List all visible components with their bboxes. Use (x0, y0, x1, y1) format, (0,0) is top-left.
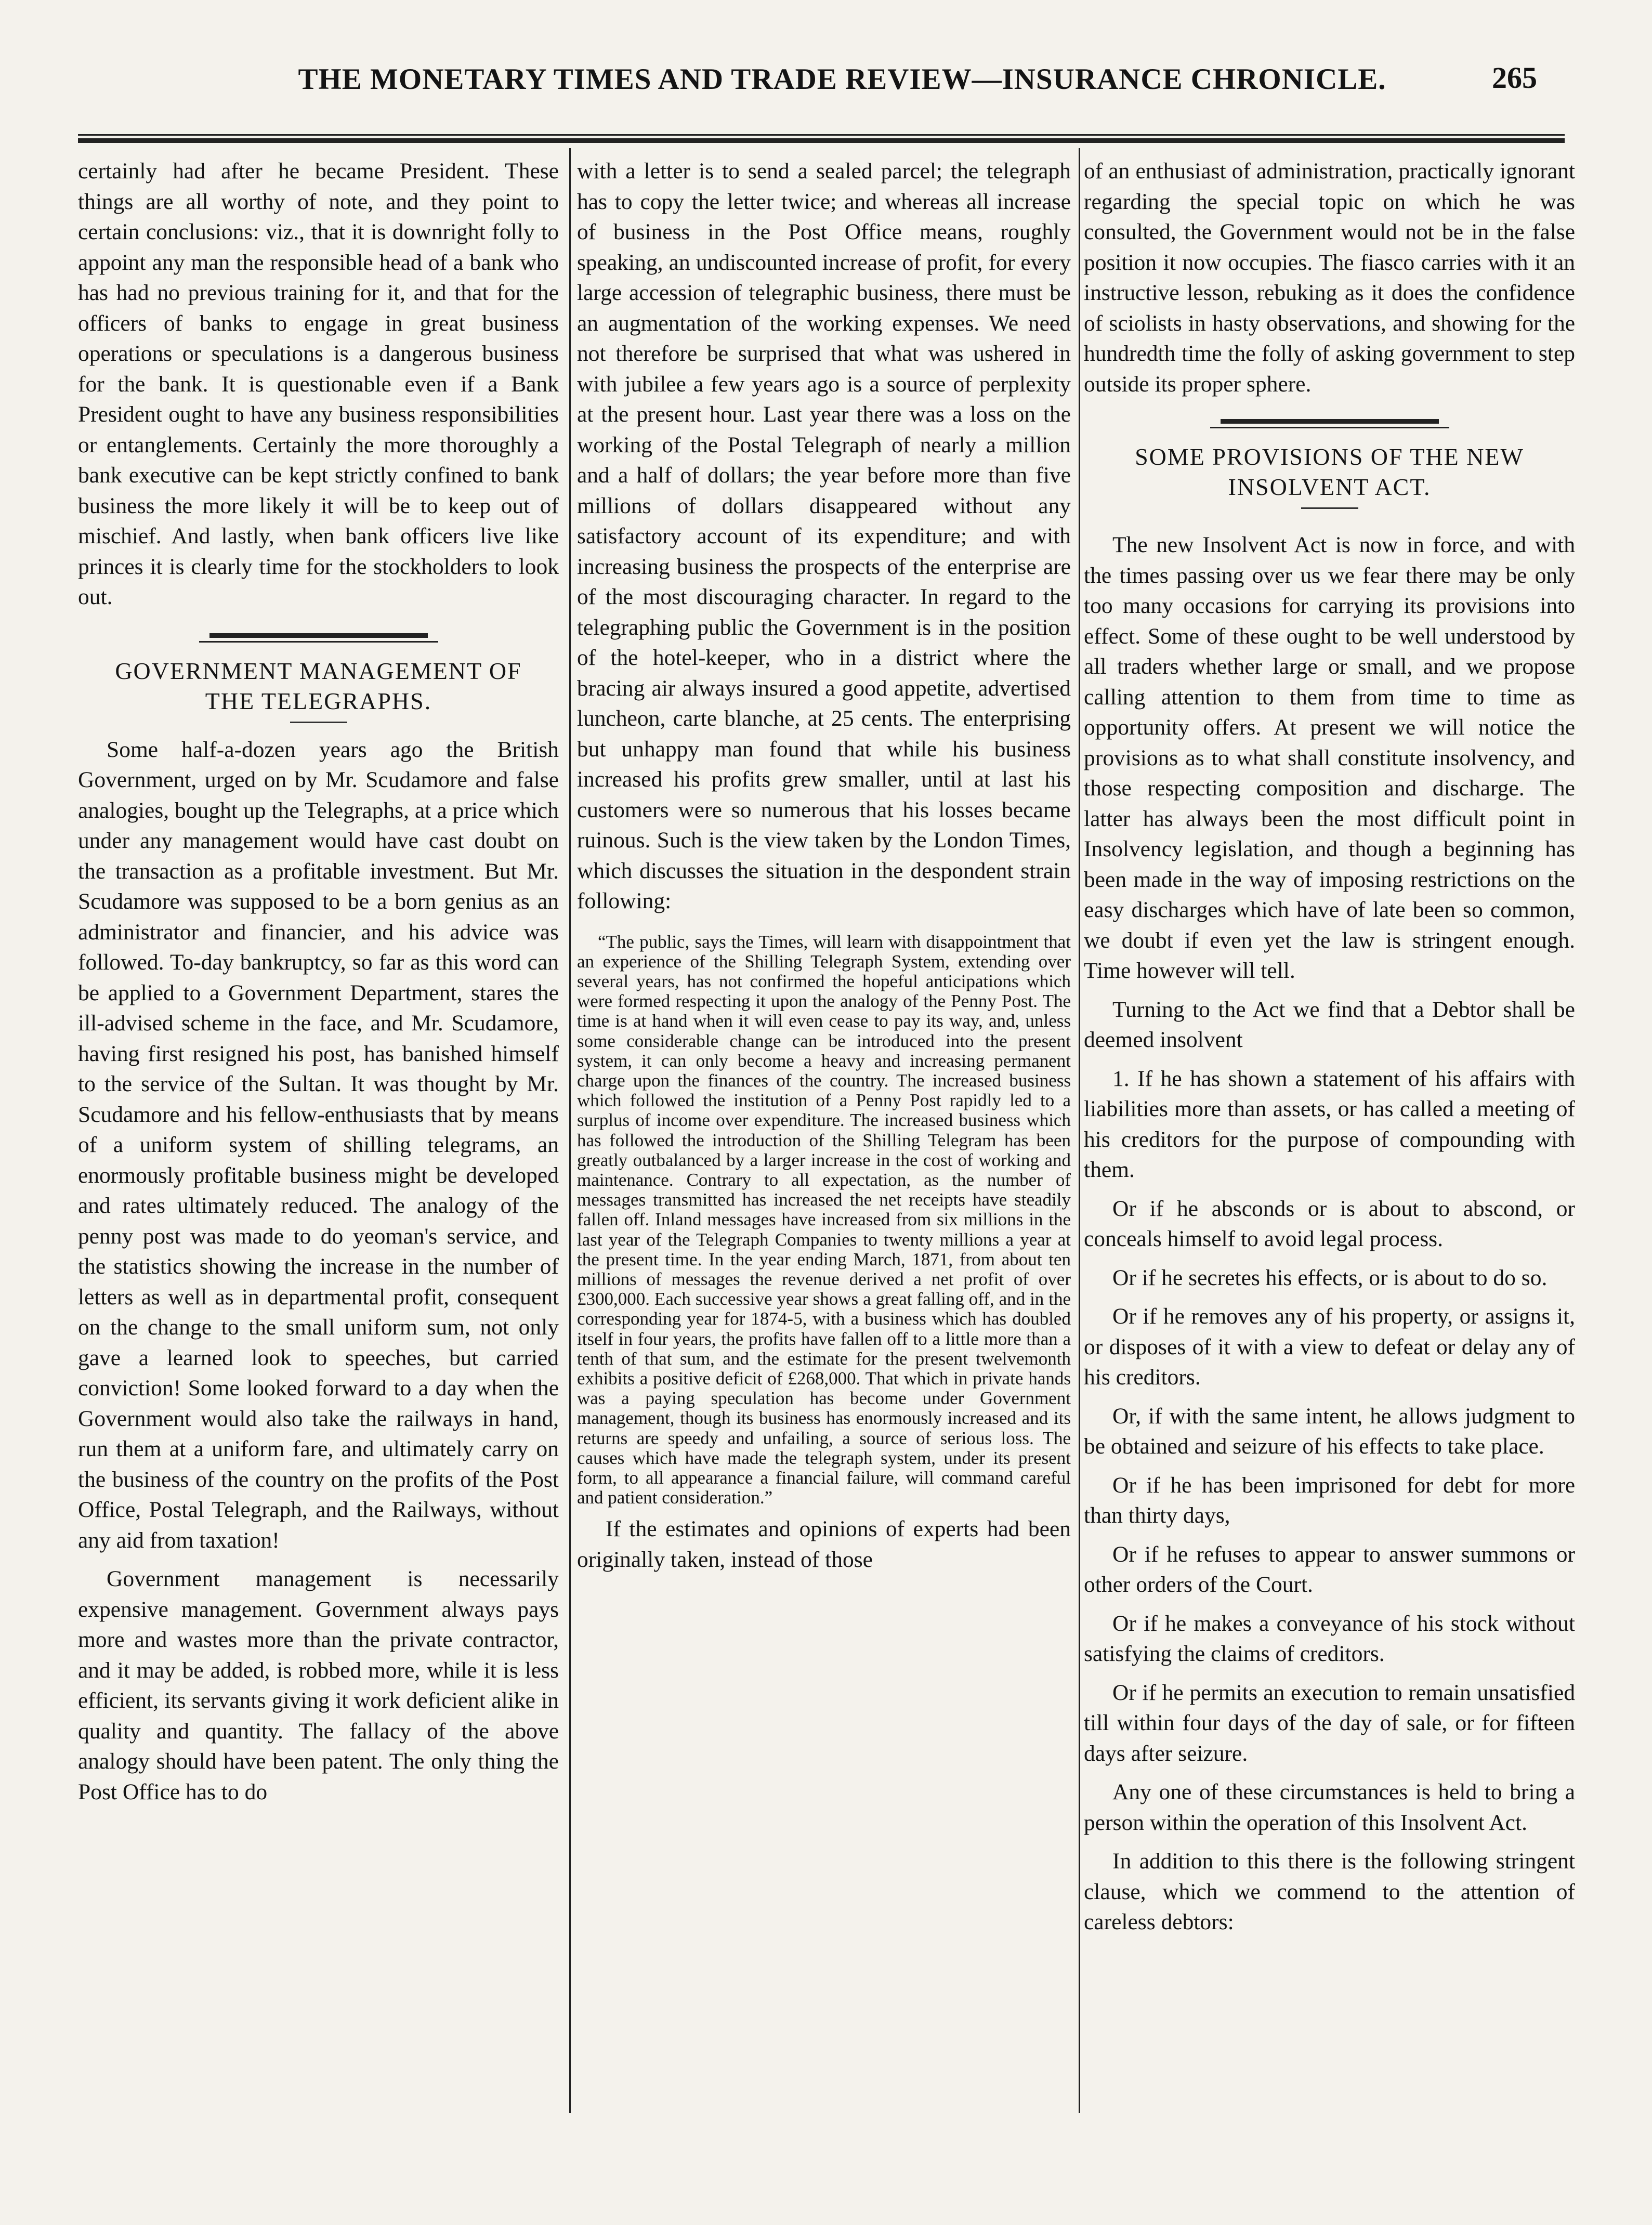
insolvency-condition-2: Or if he absconds or is about to abscond, or conceals himself to avoid legal process. (1084, 1196, 1575, 1251)
heading-underline (290, 722, 347, 723)
heading-underline-2 (1301, 507, 1358, 509)
running-head (78, 62, 1575, 125)
section-rule-2-thin (1210, 427, 1449, 428)
section-rule-2 (1084, 419, 1575, 428)
insolvent-paragraph-3: Any one of these circumstances is held to bring a person within the operation of this Insolvent Act. (1084, 1779, 1575, 1835)
telegraphs-heading (78, 656, 559, 716)
header-rule-top (78, 134, 1565, 136)
insolvency-condition-3: Or if he secretes his effects, or is about to do so. (1112, 1265, 1548, 1290)
section-rule-thin (199, 641, 438, 643)
insolvent-act-heading-line1: SOME PROVISIONS OF THE NEW (1135, 443, 1524, 470)
insolvent-act-heading-line2: INSOLVENT ACT. (1228, 474, 1431, 500)
section-rule (78, 633, 559, 643)
telegraphs-heading-line1: GOVERNMENT MANAGEMENT OF (115, 657, 522, 684)
article-continuation: certainly had after he became President. These things are all worthy of note, and they point to certain conclusions: viz., that it is downright folly to appoint any man the responsible head of a bank who has had no previous training for it, and that for the officers of banks to engage in great business operations or speculations is a dangerous business for the bank. It is questionable even if a Bank President ought to have any business responsibilities or entanglements. Certainly the more thoroughly a bank executive can be kept strictly confined to bank business the more likely it will be to keep out of mischief. And lastly, when bank officers live like princes it is clearly time for the stockholders to look out. (78, 159, 559, 609)
insolvent-paragraph-1: The new Insolvent Act is now in force, and with the times passing over us we fear there may be only too many occasions for carrying its provisions into effect. Some of these ought to be well understood by all traders whether large or small, and we propose calling attention to them from time to time as opportunity offers. At present we will notice the provisions as to what shall constitute insolvency, and those respecting composition and discharge. The latter has always been the most difficult point in Insolvency legislation, and though a beginning has been made in the way of imposing restrictions on the easy discharges which have of late been so common, we doubt if even yet the law is stringent enough. Time however will tell. (1084, 532, 1575, 983)
insolvency-condition-5: Or, if with the same intent, he allows judgment to be obtained and seizure of his effects to take place. (1084, 1403, 1575, 1459)
telegraphs-conclusion: of an enthusiast of administration, practically ignorant regarding the special topic on which he was consulted, the Government would not be in the false position it now occupies. The fiasco carries with it an instructive lesson, rebuking as it does the confidence of sciolists in hasty observations, and showing for the hundredth time the folly of asking government to step outside its proper sphere. (1084, 159, 1575, 397)
section-rule-thick (209, 633, 428, 638)
telegraphs-heading-line2: THE TELEGRAPHS. (205, 687, 432, 714)
header-rule-bottom (78, 138, 1565, 143)
column-3 (1084, 156, 1575, 1938)
times-quotation-text: “The public, says the Times, will learn with disappointment that an experience of the Shilling Telegraph System, extending over several years, has not confirmed the hopeful anticipations which were formed respecting it upon the analogy of the Penny Post. The time is at hand when it will even cease to pay its way, and, unless some considerable change can be introduced into the present system, it can only become a heavy and increasing permanent charge upon the finances of the country. The increased business which followed the institution of a Penny Post rapidly led to a surplus of income over expenditure. The increased business which has followed the introduction of the Shilling Telegram has been greatly outbalanced by a larger increase in the cost of working and maintenance. Contrary to all expectation, as the number of messages transmitted has increased the net receipts have steadily fallen off. Inland messages have increased from six millions in the last year of the Telegraph Companies to twenty millions a year at the present time. In the year ending March, 1871, from about ten millions of messages the revenue derived a net profit of over £300,000. Each successive year shows a great falling off, and in the corresponding year for 1874-5, with a business which has doubled itself in four years, the profits have fallen off to a little more than a tenth of that sum, and the estimate for the present twelvemonth exhibits a positive deficit of £268,000. That which in private hands was a paying speculation has become under Government management, though its business has enormously increased and its returns are speedy and unfailing, a source of serious loss. The causes which have made the telegraph system, under its present form, to all appearance a financial failure, will command careful and patient consideration.” (577, 931, 1071, 1508)
telegraphs-paragraph-3: with a letter is to send a sealed parcel; the telegraph has to copy the letter twice; and whereas all increase of business in the Post Office means, roughly speaking, an undiscounted increase of profit, for every large accession of telegraphic business, there must be an augmentation of the working expenses. We need not therefore be surprised that what was ushered in with jubilee a few years ago is a source of perplexity at the present hour. Last year there was a loss on the working of the Postal Telegraph of nearly a million and a half of dollars; the year before more than five millions of dollars disappeared without any satisfactory account of its expenditure; and with increasing business the prospects of the enterprise are of the most discouraging character. In regard to the telegraphing public the Government is in the position of the hotel-keeper, who in a district where the bracing air always insured a good appetite, advertised luncheon, carte blanche, at 25 cents. The enterprising but unhappy man found that while his business increased his profits grew smaller, until at last his customers were so numerous that his losses became ruinous. Such is the view taken by the London Times, which discusses the situation in the despondent strain following: (577, 159, 1071, 913)
column-divider-1 (569, 148, 571, 2113)
telegraphs-paragraph-1: Some half-a-dozen years ago the British Government, urged on by Mr. Scudamore and false analogies, bought up the Telegraphs, at a price which under any management would have cast doubt on the transaction as a profitable investment. But Mr. Scudamore was supposed to be a born genius as an administrator and financier, and his advice was followed. To-day bankruptcy, so far as this word can be applied to a Government Department, stares the ill-advised scheme in the face, and Mr. Scudamore, having first resigned his post, has banished himself to the service of the Sultan. It was thought by Mr. Scudamore and his fellow-enthusiasts that by means of a uniform system of shilling telegrams, an enormously profitable business might be developed and rates ultimately reduced. The analogy of the penny post was made to do yeoman's service, and the statistics showing the increase in the number of letters as well as in departmental profit, consequent on the change to the small uniform sum, not only gave a learned look to speeches, but carried conviction! Some looked forward to a day when the Government would also take the railways in hand, run them at a uniform fare, and ultimately carry on the business of the country on the profits of the Post Office, Postal Telegraph, and the Railways, without any aid from taxation! (78, 737, 559, 1553)
insolvency-condition-1: 1. If he has shown a statement of his affairs with liabilities more than assets, or has called a meeting of his creditors for the purpose of compounding with them. (1084, 1066, 1575, 1182)
insolvency-condition-7: Or if he refuses to appear to answer summons or other orders of the Court. (1084, 1541, 1575, 1597)
column-divider-2 (1079, 148, 1080, 2113)
column-1 (78, 156, 559, 1807)
insolvency-condition-8: Or if he makes a conveyance of his stock without satisfying the claims of creditors. (1084, 1611, 1575, 1666)
telegraphs-paragraph-4: If the estimates and opinions of experts had been originally taken, instead of those (577, 1516, 1071, 1572)
insolvency-condition-6: Or if he has been imprisoned for debt for more than thirty days, (1084, 1472, 1575, 1528)
insolvency-condition-9: Or if he permits an execution to remain unsatisfied till within four days of the day of sale, or for fifteen days after seizure. (1084, 1680, 1575, 1766)
insolvent-paragraph-2: Turning to the Act we find that a Debtor shall be deemed insolvent (1084, 997, 1575, 1052)
page-number: 265 (1492, 61, 1537, 95)
insolvent-paragraph-4: In addition to this there is the following stringent clause, which we commend to the attention of careless debtors: (1084, 1849, 1575, 1934)
column-2 (577, 156, 1071, 1575)
section-rule-2-thick (1221, 419, 1439, 424)
insolvency-condition-4: Or if he removes any of his property, or assigns it, or disposes of it with a view to defeat or delay any of his creditors. (1084, 1304, 1575, 1390)
telegraphs-paragraph-2: Government management is necessarily expensive management. Government always pays more and wastes more than the private contractor, and it may be added, is robbed more, while it is less efficient, its servants giving it work deficient alike in quality and quantity. The fallacy of the above analogy should have been patent. The only thing the Post Office has to do (78, 1566, 559, 1804)
running-title: THE MONETARY TIMES AND TRADE REVIEW—INSURANCE CHRONICLE. (298, 63, 1386, 96)
insolvent-act-heading (1084, 442, 1575, 502)
times-quotation (577, 932, 1071, 1508)
